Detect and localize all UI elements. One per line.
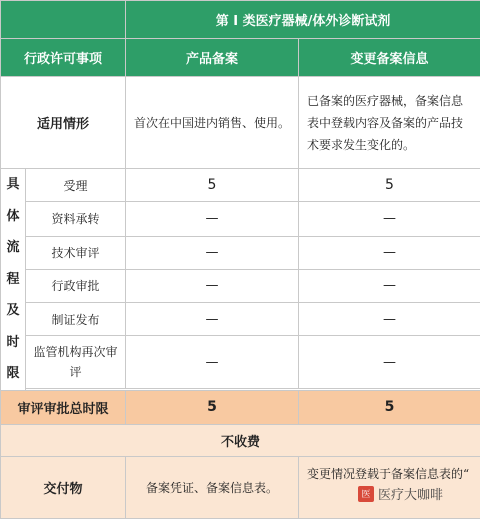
side-char: 流 (1, 232, 25, 264)
fee-text: 不收费 (1, 424, 480, 456)
watermark (358, 484, 443, 503)
step-name: 行政审批 (26, 269, 126, 302)
total-time-label: 审评审批总时限 (1, 390, 126, 424)
step-change-value: — (299, 269, 480, 302)
wechat-logo-icon: 医 (358, 486, 374, 502)
side-char: 及 (1, 295, 25, 327)
side-char: 限 (1, 358, 25, 390)
process-side-label (1, 169, 26, 391)
row-label-header: 行政许可事项 (1, 39, 126, 77)
side-char: 时 (1, 327, 25, 359)
step-record-value: — (126, 202, 299, 236)
total-change-value: 5 (299, 390, 480, 424)
applicable-record-text: 首次在中国进内销售、使用。 (126, 77, 299, 169)
watermark-text: 医疗大咖啡 (378, 484, 443, 503)
deliverable-change-text: 变更情况登载于备案信息表的“ (299, 456, 480, 518)
step-change-value: 5 (299, 169, 480, 202)
step-name: 资料承转 (26, 202, 126, 236)
step-name: 监管机构再次审评 (26, 336, 126, 389)
step-record-value: 5 (126, 169, 299, 202)
category-title: 第 I 类医疗器械/体外诊断试剂 (126, 1, 480, 39)
deliverable-record-text: 备案凭证、备案信息表。 (126, 456, 299, 518)
col-header-record: 产品备案 (126, 39, 299, 77)
step-record-value: — (126, 269, 299, 302)
step-change-value: — (299, 302, 480, 335)
side-char: 具 (1, 169, 25, 201)
side-char: 体 (1, 201, 25, 233)
step-change-value: — (299, 202, 480, 236)
step-name: 技术审评 (26, 236, 126, 269)
step-name: 受理 (26, 169, 126, 202)
total-record-value: 5 (126, 390, 299, 424)
side-char: 程 (1, 264, 25, 296)
step-record-value: — (126, 236, 299, 269)
step-record-value: — (126, 302, 299, 335)
col-header-change: 变更备案信息 (299, 39, 480, 77)
step-name: 制证发布 (26, 302, 126, 335)
step-change-value: — (299, 336, 480, 389)
applicable-label: 适用情形 (1, 77, 126, 169)
deliverable-label: 交付物 (1, 456, 126, 518)
step-change-value: — (299, 236, 480, 269)
applicable-change-text: 已备案的医疗器械，备案信息表中登载内容及备案的产品技术要求发生变化的。 (299, 77, 480, 169)
step-record-value: — (126, 336, 299, 389)
header-corner (1, 1, 126, 39)
